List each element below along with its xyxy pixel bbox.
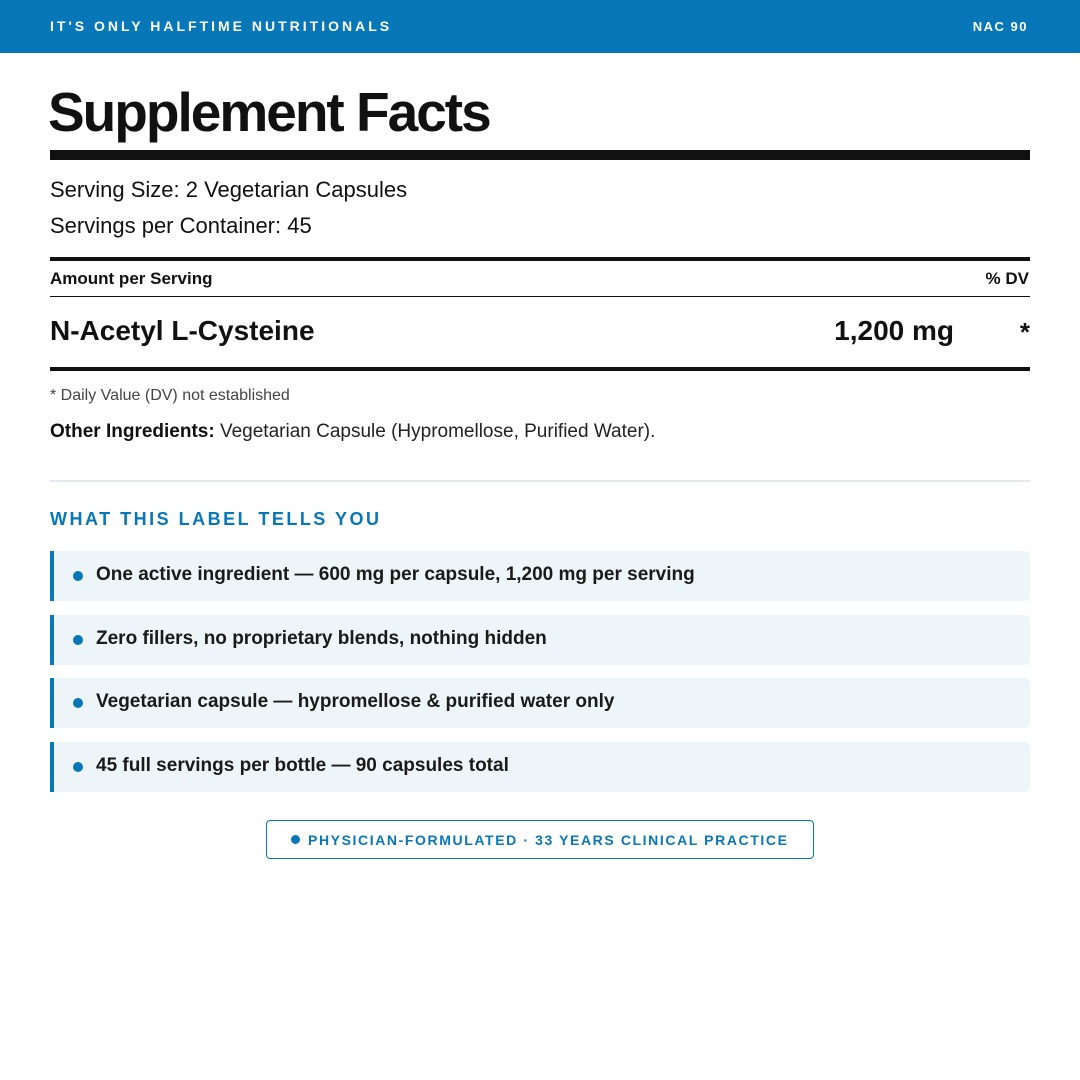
explainer-point-text: Vegetarian capsule — hypromellose & purified water only xyxy=(96,691,615,712)
other-ingredients-label: Other Ingredients: xyxy=(50,421,215,442)
badge-dot-icon xyxy=(291,835,300,844)
title-rule xyxy=(50,150,1030,160)
header-rule xyxy=(50,296,1030,297)
top-banner xyxy=(0,0,1080,53)
bullet-dot-icon xyxy=(73,571,83,581)
supplement-facts-title: Supplement Facts xyxy=(48,81,490,143)
explainer-heading: WHAT THIS LABEL TELLS YOU xyxy=(50,509,382,529)
daily-value-header: % DV xyxy=(985,269,1029,288)
ingredient-dv: * xyxy=(1019,317,1030,347)
explainer-point-text: Zero fillers, no proprietary blends, nothing hidden xyxy=(96,628,547,649)
ingredient-rule xyxy=(50,367,1030,371)
brand-name: IT'S ONLY HALFTIME NUTRITIONALS xyxy=(50,18,393,34)
bullet-dot-icon xyxy=(73,635,83,645)
badge-text: PHYSICIAN-FORMULATED · 33 YEARS CLINICAL PRACTICE xyxy=(308,832,789,848)
serving-size: Serving Size: 2 Vegetarian Capsules xyxy=(50,177,408,202)
other-ingredients xyxy=(50,421,655,443)
ingredient-name: N-Acetyl L-Cysteine xyxy=(50,315,315,346)
dv-footnote: * Daily Value (DV) not established xyxy=(50,387,290,404)
explainer-point xyxy=(50,615,1030,665)
other-ingredients-value: Vegetarian Capsule (Hypromellose, Purified Water). xyxy=(219,421,656,442)
explainer-point-text: One active ingredient — 600 mg per capsule, 1,200 mg per serving xyxy=(96,564,695,585)
explainer-point-text: 45 full servings per bottle — 90 capsules total xyxy=(96,755,509,776)
bullet-dot-icon xyxy=(73,698,83,708)
explainer-point xyxy=(50,551,1030,601)
product-code: NAC 90 xyxy=(972,19,1028,34)
serving-rule xyxy=(50,257,1030,261)
explainer-point xyxy=(50,678,1030,728)
section-divider xyxy=(50,480,1030,482)
amount-per-serving-header: Amount per Serving xyxy=(50,269,213,288)
ingredient-amount: 1,200 mg xyxy=(834,315,954,346)
servings-per-container: Servings per Container: 45 xyxy=(50,213,312,238)
bullet-dot-icon xyxy=(73,762,83,772)
explainer-point xyxy=(50,742,1030,792)
physician-badge xyxy=(266,820,814,859)
